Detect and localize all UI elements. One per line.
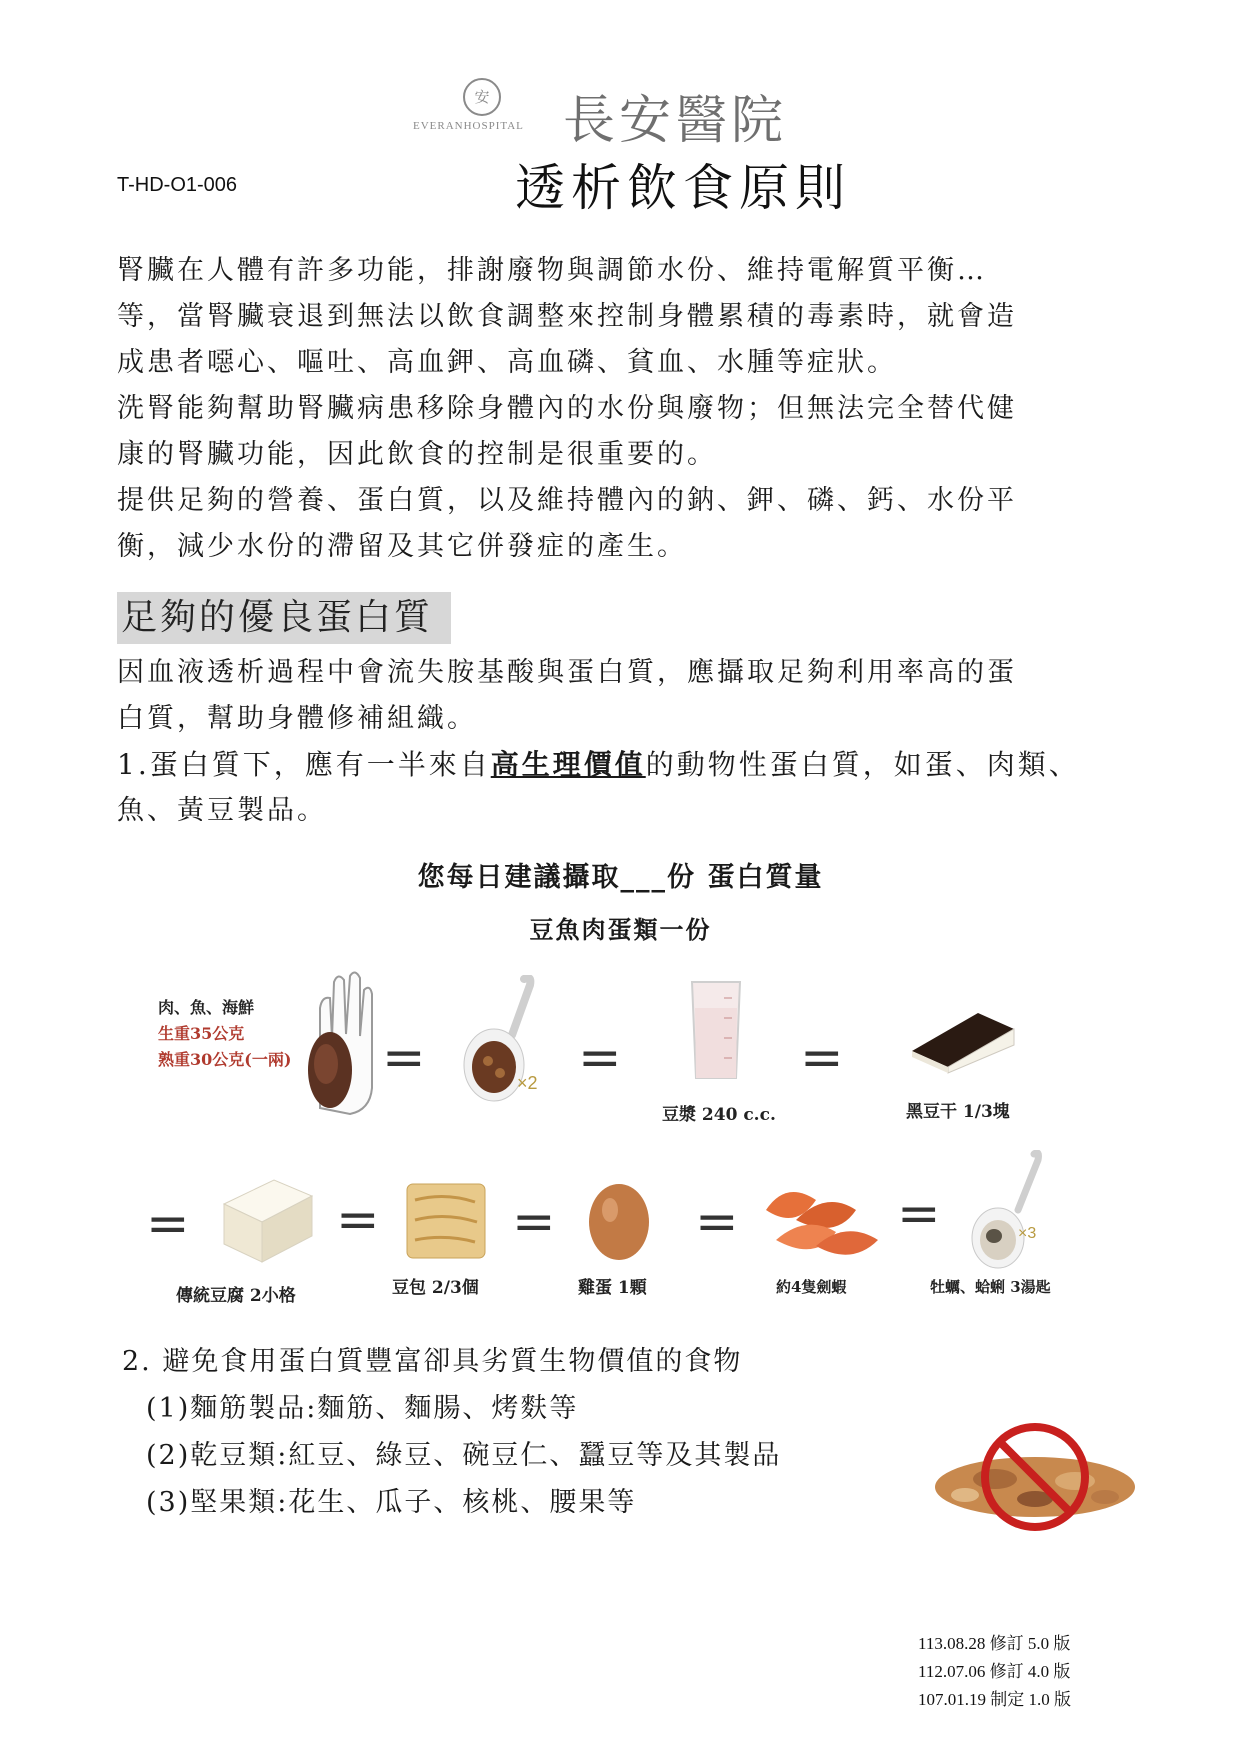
point-1: 1.蛋白質下，應有一半來自高生理價值的動物性蛋白質，如蛋、肉類、 (117, 748, 1080, 781)
equals-sign: = (146, 1194, 190, 1254)
intro-line: 衡，減少水份的滯留及其它併發症的產生。 (117, 531, 687, 562)
oyster-caption: 牡蠣、蛤蜊 3湯匙 (930, 1278, 1051, 1296)
infographic-subtitle: 豆魚肉蛋類一份 (529, 915, 712, 944)
bean-bag-caption: 豆包 2/3個 (392, 1278, 479, 1298)
logo-english-name: EVERANHOSPITAL (413, 120, 524, 132)
revision-line: 113.08.28 修訂 5.0 版 (918, 1634, 1071, 1653)
servings-blank: ___ (620, 862, 668, 893)
egg-caption: 雞蛋 1顆 (578, 1278, 647, 1298)
intro-line: 等，當腎臟衰退到無法以飲食調整來控制身體累積的毒素時，就會造 (117, 301, 1017, 332)
shrimp-icon (756, 1170, 884, 1266)
list-item: (2)乾豆類:紅豆、綠豆、碗豆仁、蠶豆等及其製品 (146, 1440, 782, 1471)
section-line: 白質，幫助身體修補組織。 (117, 703, 477, 734)
black-dried-tofu-icon (908, 1005, 1018, 1075)
equals-sign: = (578, 1028, 622, 1088)
page-title: 透析飲食原則 (515, 159, 851, 217)
intro-line: 腎臟在人體有許多功能，排謝廢物與調節水份、維持電解質平衡… (117, 255, 987, 286)
equals-sign: = (897, 1184, 941, 1244)
avoid-heading: 2. 避免食用蛋白質豐富卻具劣質生物價值的食物 (122, 1346, 743, 1377)
infographic-title: 您每日建議攝取___份 蛋白質量 (417, 862, 824, 893)
meat-label-block: 肉、魚、海鮮 生重35公克 熟重30公克(一兩) (158, 998, 292, 1069)
list-item: (3)堅果類:花生、瓜子、核桃、腰果等 (146, 1487, 637, 1518)
section-paragraph (117, 650, 1127, 834)
bean-bag-icon (405, 1180, 487, 1262)
equals-sign: = (382, 1028, 426, 1088)
spoon-multiplier: ×3 (1018, 1225, 1037, 1242)
intro-paragraph (117, 248, 1127, 570)
high-bio-value-emphasis: 高生理價值 (490, 748, 646, 781)
spoon-oyster-icon (960, 1150, 1050, 1270)
equals-sign: = (336, 1190, 380, 1250)
intro-line: 洗腎能夠幫助腎臟病患移除身體內的水份與廢物；但無法完全替代健 (117, 393, 1017, 424)
section-line: 因血液透析過程中會流失胺基酸與蛋白質，應攝取足夠利用率高的蛋 (117, 657, 1017, 688)
revision-line: 107.01.19 制定 1.0 版 (918, 1690, 1071, 1709)
section-heading: 足夠的優良蛋白質 (117, 592, 451, 644)
list-item: (1)麵筋製品:麵筋、麵腸、烤麩等 (146, 1393, 579, 1424)
avoid-foods-list (122, 1338, 781, 1526)
hospital-emblem-icon: 安 (463, 78, 501, 116)
no-nuts-icon (925, 1415, 1145, 1533)
equals-sign: = (695, 1192, 739, 1252)
spoon-multiplier: ×2 (517, 1073, 538, 1093)
document-code: T-HD-O1-006 (117, 174, 238, 196)
point-1-continued: 魚、黃豆製品。 (117, 795, 327, 826)
soymilk-cup-icon (688, 978, 744, 1084)
shrimp-caption: 約4隻劍蝦 (776, 1278, 847, 1296)
logo-chinese-name: 長安醫院 (563, 91, 788, 151)
revision-history (918, 1630, 1071, 1714)
soymilk-caption: 豆漿 240 c.c. (662, 1105, 776, 1125)
tofu-caption: 傳統豆腐 2小格 (176, 1286, 296, 1306)
egg-icon (586, 1178, 652, 1262)
traditional-tofu-icon (216, 1174, 316, 1266)
equals-sign: = (512, 1192, 556, 1252)
hospital-logo (413, 78, 833, 151)
black-tofu-caption: 黑豆干 1/3塊 (906, 1102, 1010, 1122)
intro-line: 成患者噁心、嘔吐、高血鉀、高血磷、貧血、水腫等症狀。 (117, 347, 897, 378)
equals-sign: = (800, 1028, 844, 1088)
intro-line: 康的腎臟功能，因此飲食的控制是很重要的。 (117, 439, 717, 470)
hand-with-meat-icon (300, 968, 380, 1116)
intro-line: 提供足夠的營養、蛋白質，以及維持體內的鈉、鉀、磷、鈣、水份平 (117, 485, 1017, 516)
revision-line: 112.07.06 修訂 4.0 版 (918, 1662, 1071, 1681)
